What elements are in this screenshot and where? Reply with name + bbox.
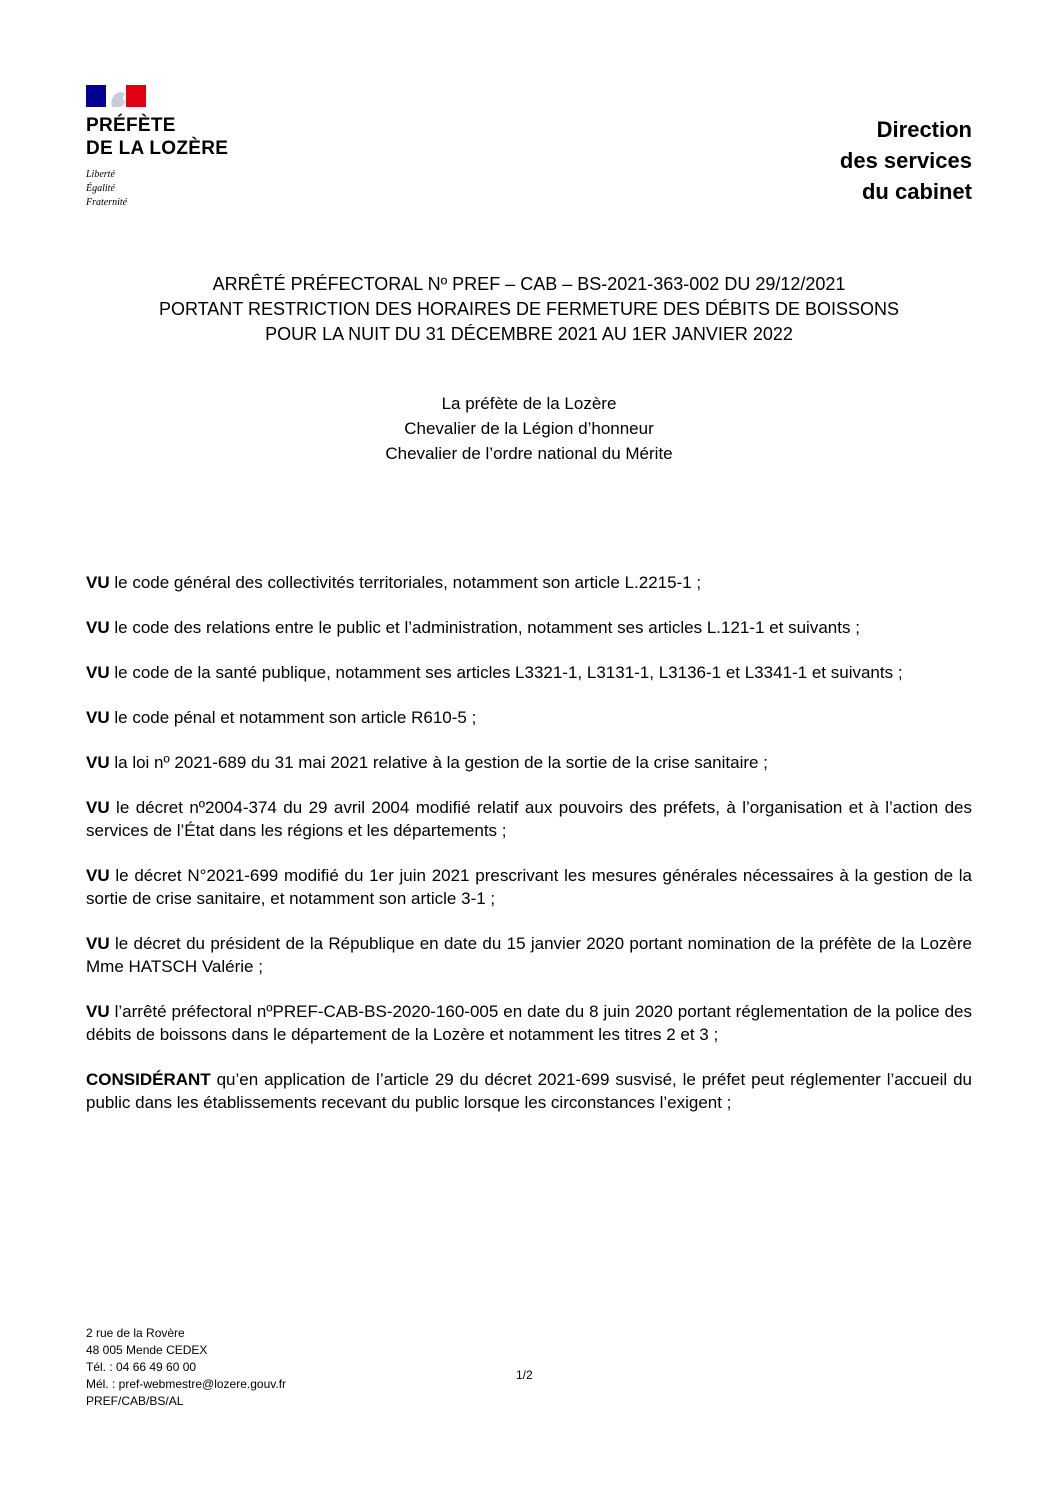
title-line2: PORTANT RESTRICTION DES HORAIRES DE FERMETURE DES DÉBITS DE BOISSONS: [158, 299, 900, 319]
consideration-paragraph: [86, 661, 972, 684]
signing-authority: [60, 391, 998, 466]
authority-line2: Chevalier de la Légion d’honneur: [404, 419, 654, 438]
footer-city: 48 005 Mende CEDEX: [86, 1343, 208, 1357]
consideration-text: l’arrêté préfectoral nºPREF-CAB-BS-2020-160-005 en date du 8 juin 2020 portant réglementation de la police des débits de boissons dans le département de la Lozère et notamment les titres 2 et 3 ;: [86, 1002, 972, 1044]
consideration-text: le décret du président de la République en date du 15 janvier 2020 portant nomination de la préfète de la Lozère Mme HATSCH Valérie ;: [86, 934, 972, 976]
title-line3: POUR LA NUIT DU 31 DÉCEMBRE 2021 AU 1ER JANVIER 2022: [265, 324, 793, 344]
direction-line2: des services: [839, 148, 972, 173]
motto-egalite: Égalité: [86, 183, 115, 194]
decree-title: [60, 272, 998, 347]
consideration-keyword: VU: [86, 618, 110, 637]
consideration-text: le code des relations entre le public et l’administration, notamment ses articles L.121-1 et suivants ;: [114, 618, 860, 637]
motto-fraternite: Fraternité: [86, 197, 128, 208]
consideration-text: le code de la santé publique, notamment ses articles L3321-1, L3131-1, L3136-1 et L3341-1 et suivants ;: [114, 663, 903, 682]
consideration-paragraph: [86, 864, 972, 910]
consideration-keyword: VU: [86, 753, 110, 772]
consideration-keyword: VU: [86, 866, 110, 885]
issuing-service: [840, 114, 972, 207]
consideration-paragraph: [86, 706, 972, 729]
consideration-paragraph: [86, 1068, 972, 1114]
direction-line1: Direction: [876, 117, 972, 142]
footer-reference: PREF/CAB/BS/AL: [86, 1394, 184, 1408]
considerations-list: [86, 571, 972, 1136]
logo-title-line1: PRÉFÈTE: [86, 115, 176, 136]
contact-footer: [86, 1325, 286, 1410]
consideration-keyword: CONSIDÉRANT: [86, 1070, 211, 1089]
consideration-text: le décret nº2004-374 du 29 avril 2004 modifié relatif aux pouvoirs des préfets, à l’organisation et à l’action des services de l’État dans les régions et les départements ;: [86, 798, 972, 840]
footer-email: Mél. : pref-webmestre@lozere.gouv.fr: [86, 1377, 287, 1391]
consideration-keyword: VU: [86, 663, 110, 682]
consideration-paragraph: [86, 932, 972, 978]
consideration-text: qu’en application de l’article 29 du décret 2021-699 susvisé, le préfet peut réglementer l’accueil du public dans les établissements recevant du public lorsque les circonstances l’exigent ;: [86, 1070, 972, 1112]
consideration-paragraph: [86, 616, 972, 639]
consideration-keyword: VU: [86, 1002, 110, 1021]
authority-line3: Chevalier de l’ordre national du Mérite: [385, 444, 673, 463]
footer-address: 2 rue de la Rovère: [86, 1326, 185, 1340]
consideration-text: le décret N°2021-699 modifié du 1er juin 2021 prescrivant les mesures générales nécessaires à la gestion de la sortie de crise sanitaire, et notamment son article 3-1 ;: [86, 866, 972, 908]
consideration-keyword: VU: [86, 798, 110, 817]
marianne-flag-icon: [86, 85, 146, 107]
consideration-paragraph: [86, 751, 972, 774]
title-line1: ARRÊTÉ PRÉFECTORAL Nº PREF – CAB – BS-2021-363-002 DU 29/12/2021: [212, 274, 846, 294]
logo-title-line2: DE LA LOZÈRE: [86, 138, 229, 159]
direction-line3: du cabinet: [861, 179, 972, 204]
motto-liberte: Liberté: [86, 169, 115, 180]
consideration-paragraph: [86, 796, 972, 842]
consideration-text: le code général des collectivités territoriales, notamment son article L.2215-1 ;: [114, 573, 702, 592]
consideration-paragraph: [86, 571, 972, 594]
footer-phone: Tél. : 04 66 49 60 00: [86, 1360, 197, 1374]
consideration-text: le code pénal et notamment son article R610-5 ;: [114, 708, 477, 727]
page-number: 1/2: [516, 1368, 533, 1382]
authority-line1: La préfète de la Lozère: [441, 394, 617, 413]
consideration-keyword: VU: [86, 708, 110, 727]
consideration-keyword: VU: [86, 573, 110, 592]
consideration-keyword: VU: [86, 934, 110, 953]
consideration-paragraph: [86, 1000, 972, 1046]
consideration-text: la loi nº 2021-689 du 31 mai 2021 relative à la gestion de la sortie de la crise sanitaire ;: [114, 753, 768, 772]
